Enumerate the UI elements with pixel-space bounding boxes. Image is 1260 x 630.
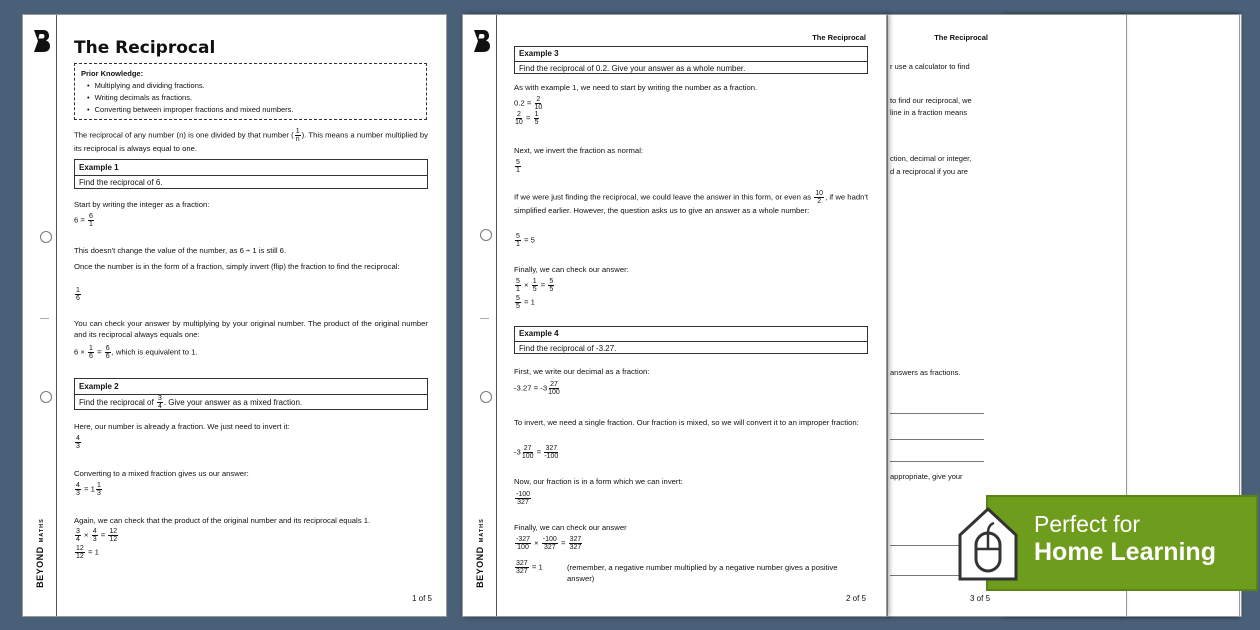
brand-label: BEYOND MATHS <box>35 518 45 588</box>
example-question: Find the reciprocal of -3.27. <box>519 344 617 353</box>
house-mouse-icon <box>956 503 1020 581</box>
beyond-logo-icon <box>472 28 492 54</box>
text-fragment: answers as fractions. <box>890 368 961 377</box>
equation: $\frac{12}{12}$ = 1 <box>76 545 99 560</box>
body-text: Here, our number is already a fraction. We just need to invert it: <box>74 422 290 431</box>
prior-heading: Prior Knowledge: <box>81 69 144 78</box>
equation: 0.2 = $\frac{2}{10}$ <box>514 96 543 111</box>
text-fragment: line in a fraction means <box>890 108 968 117</box>
beyond-logo-icon <box>32 28 52 54</box>
body-text: As with example 1, we need to start by writing the number as a fraction. <box>514 83 758 92</box>
example-heading: Example 1 <box>75 161 427 176</box>
equation: $\frac{4}{3}$ <box>76 435 80 450</box>
equation: 6 = $\frac{6}{1}$ <box>74 213 93 228</box>
body-text: First, we write our decimal as a fraction: <box>514 367 650 376</box>
equation: $\frac{4}{3}$ = 1 $\frac{1}{3}$ <box>76 482 101 497</box>
page-number: 3 of 5 <box>970 594 991 603</box>
text-fragment: ction, decimal or integer, <box>890 154 972 163</box>
example-heading: Example 3 <box>515 47 867 62</box>
text-fragment: appropriate, give your <box>890 472 963 481</box>
equation: $\frac{3}{4}$ × $\frac{4}{3}$ = $\frac{12}{12}$ <box>76 528 118 543</box>
equation: $\frac{5}{1}$ = 5 <box>516 233 535 248</box>
page-header: The Reciprocal <box>812 33 866 42</box>
badge-line-2: Home Learning <box>1034 538 1216 566</box>
home-learning-badge <box>988 497 1256 589</box>
equation: 6 × $\frac{1}{6}$ = $\frac{6}{6}$ , which is equivalent to 1. <box>74 345 198 360</box>
body-text: Next, we invert the fraction as normal: <box>514 146 644 155</box>
text-fragment: to find our reciprocal, we <box>890 96 972 105</box>
body-text: Once the number is in the form of a fraction, simply invert (flip) the fraction to find the reciprocal: <box>74 262 400 271</box>
body-text: This doesn't change the value of the number, as 6 ÷ 1 is still 6. <box>74 246 287 255</box>
example-box <box>74 159 428 189</box>
body-text: To invert, we need a single fraction. Our fraction is mixed, so we will convert it to an improper fraction: <box>514 418 859 427</box>
text-fragment: d a reciprocal if you are <box>890 167 968 176</box>
equation: $\frac{5}{1}$ × $\frac{1}{5}$ = $\frac{5}{5}$ <box>516 278 554 293</box>
example-question: Find the reciprocal of $\frac{3}{4}$ . Give your answer as a mixed fraction. <box>79 395 303 411</box>
body-text: Finally, we can check our answer <box>514 523 627 532</box>
example-heading: Example 4 <box>515 327 867 342</box>
equation: $\frac{327}{327}$ = 1 <box>516 560 543 575</box>
brand-label: BEYOND MATHS <box>475 518 485 588</box>
list-item: • Converting between improper fractions and mixed numbers. <box>87 104 420 116</box>
example-box <box>514 326 868 354</box>
page-number: 1 of 5 <box>411 594 432 603</box>
example-question: Find the reciprocal of 0.2. Give your answer as a whole number. <box>519 64 746 73</box>
equation: $\frac{-100}{327}$ <box>516 491 531 506</box>
body-text: Again, we can check that the product of the original number and its reciprocal equals 1. <box>74 516 371 525</box>
body-text: Now, our fraction is in a form which we can invert: <box>514 477 683 486</box>
body-text: You can check your answer by multiplying by your original number. The product of the original number and its reciprocal always equals one: <box>74 319 428 339</box>
worksheet-page-1 <box>22 14 447 617</box>
body-text: Start by writing the integer as a fraction: <box>74 200 210 209</box>
equation: $\frac{-327}{100}$ × $\frac{-100}{327}$ = $\frac{327}{327}$ <box>516 536 582 551</box>
prior-knowledge-box <box>74 63 427 120</box>
example-question: Find the reciprocal of 6. <box>79 178 163 187</box>
page-number: 2 of 5 <box>845 594 866 603</box>
body-text: (remember, a negative number multiplied by a negative number gives a positive answer) <box>567 563 838 583</box>
text-fragment: r use a calculator to find <box>890 62 970 71</box>
equation: -3 $\frac{27}{100}$ = $\frac{327}{-100}$ <box>514 445 559 460</box>
page-header: The Reciprocal <box>934 33 988 42</box>
equation: $\frac{2}{10}$ = $\frac{1}{5}$ <box>515 111 539 126</box>
body-text: Converting to a mixed fraction gives us our answer: <box>74 469 249 478</box>
equation: $\frac{5}{1}$ <box>516 159 520 174</box>
body-text: The reciprocal of any number (n) is one divided by that number ( $\frac{1}{n}$ ). This means a number multiplied by its reciprocal is always equal to one. <box>74 128 428 153</box>
equation: -3.27 = -3 $\frac{27}{100}$ <box>514 381 560 396</box>
equation: $\frac{1}{6}$ <box>76 287 80 302</box>
example-box <box>74 378 428 410</box>
body-text: Finally, we can check our answer: <box>514 265 629 274</box>
example-heading: Example 2 <box>75 380 427 395</box>
list-item: • Writing decimals as fractions. <box>87 92 420 104</box>
badge-line-1: Perfect for <box>1034 511 1141 537</box>
page-title: The Reciprocal <box>74 38 216 58</box>
equation: $\frac{5}{5}$ = 1 <box>516 295 535 310</box>
example-box <box>514 46 868 74</box>
list-item: • Multiplying and dividing fractions. <box>87 80 420 92</box>
worksheet-page-2 <box>462 14 887 617</box>
body-text: If we were just finding the reciprocal, we could leave the answer in this form, or even as $\frac{10}{2}$ , if we hadn't simplified earlier. However, the question asks us to give an answer as a whole number: <box>514 190 869 215</box>
